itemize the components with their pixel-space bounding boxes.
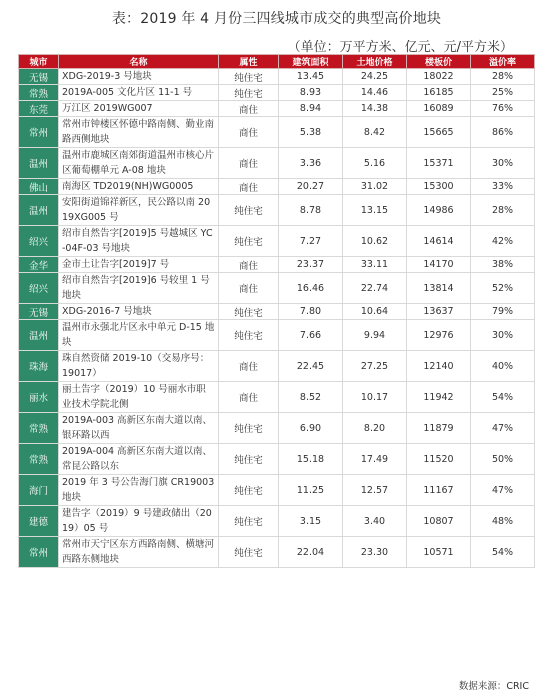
cell-floor-price: 11520 — [407, 444, 471, 475]
table-row — [19, 537, 535, 568]
cell-area: 13.45 — [279, 69, 343, 85]
cell-premium: 50% — [471, 444, 535, 475]
cell-city: 金华 — [19, 257, 59, 273]
cell-floor-price: 15371 — [407, 148, 471, 179]
cell-premium: 79% — [471, 304, 535, 320]
table-row — [19, 475, 535, 506]
table-row — [19, 148, 535, 179]
cell-type: 商住 — [219, 117, 279, 148]
cell-type: 纯住宅 — [219, 444, 279, 475]
cell-land-price: 10.62 — [343, 226, 407, 257]
cell-area: 8.52 — [279, 382, 343, 413]
table-row — [19, 506, 535, 537]
cell-land-price: 8.42 — [343, 117, 407, 148]
data-source: 数据来源：CRIC — [458, 681, 529, 692]
cell-name: 安阳街道锦祥新区，民公路以南 2019XG005 号 — [59, 195, 219, 226]
cell-area: 5.38 — [279, 117, 343, 148]
cell-land-price: 33.11 — [343, 257, 407, 273]
cell-city: 温州 — [19, 195, 59, 226]
cell-premium: 86% — [471, 117, 535, 148]
cell-city: 海门 — [19, 475, 59, 506]
cell-name: 2019A-003 高新区东南大道以南、银环路以西 — [59, 413, 219, 444]
cell-premium: 30% — [471, 320, 535, 351]
table-row — [19, 304, 535, 320]
header-area: 建筑面积 — [279, 55, 343, 69]
cell-city: 常州 — [19, 537, 59, 568]
cell-city: 佛山 — [19, 179, 59, 195]
cell-land-price: 23.30 — [343, 537, 407, 568]
table-row — [19, 382, 535, 413]
cell-floor-price: 15300 — [407, 179, 471, 195]
cell-area: 20.27 — [279, 179, 343, 195]
header-premium: 溢价率 — [471, 55, 535, 69]
table-row — [19, 257, 535, 273]
table-row — [19, 444, 535, 475]
cell-name: 绍市自然告字[2019]6 号较里 1 号地块 — [59, 273, 219, 304]
cell-area: 6.90 — [279, 413, 343, 444]
header-city: 城市 — [19, 55, 59, 69]
cell-area: 22.04 — [279, 537, 343, 568]
cell-land-price: 10.17 — [343, 382, 407, 413]
cell-area: 3.36 — [279, 148, 343, 179]
cell-city: 建德 — [19, 506, 59, 537]
cell-area: 23.37 — [279, 257, 343, 273]
cell-land-price: 31.02 — [343, 179, 407, 195]
cell-city: 常熟 — [19, 444, 59, 475]
cell-premium: 33% — [471, 179, 535, 195]
cell-area: 3.15 — [279, 506, 343, 537]
unit-note: （单位：万平方米、亿元、元/平方米） — [287, 40, 513, 55]
cell-city: 无锡 — [19, 304, 59, 320]
cell-premium: 30% — [471, 148, 535, 179]
cell-type: 商住 — [219, 351, 279, 382]
cell-name: 南海区 TD2019(NH)WG0005 — [59, 179, 219, 195]
cell-land-price: 12.57 — [343, 475, 407, 506]
cell-name: 2019A-004 高新区东南大道以南、常昆公路以东 — [59, 444, 219, 475]
header-price: 土地价格 — [343, 55, 407, 69]
cell-floor-price: 16089 — [407, 101, 471, 117]
cell-floor-price: 14170 — [407, 257, 471, 273]
cell-city: 绍兴 — [19, 226, 59, 257]
cell-floor-price: 12976 — [407, 320, 471, 351]
land-table — [18, 54, 535, 568]
cell-type: 纯住宅 — [219, 226, 279, 257]
cell-area: 8.94 — [279, 101, 343, 117]
cell-land-price: 22.74 — [343, 273, 407, 304]
cell-premium: 28% — [471, 69, 535, 85]
cell-city: 常熟 — [19, 85, 59, 101]
header-name: 名称 — [59, 55, 219, 69]
cell-name: XDG-2019-3 号地块 — [59, 69, 219, 85]
cell-type: 纯住宅 — [219, 506, 279, 537]
cell-type: 商住 — [219, 382, 279, 413]
cell-floor-price: 12140 — [407, 351, 471, 382]
cell-type: 商住 — [219, 179, 279, 195]
cell-type: 纯住宅 — [219, 537, 279, 568]
cell-area: 11.25 — [279, 475, 343, 506]
cell-land-price: 9.94 — [343, 320, 407, 351]
cell-premium: 54% — [471, 382, 535, 413]
cell-city: 无锡 — [19, 69, 59, 85]
cell-city: 常熟 — [19, 413, 59, 444]
cell-name: 常州市钟楼区怀德中路南侧、勤业南路西侧地块 — [59, 117, 219, 148]
cell-name: 珠自然资储 2019-10（交易序号：19017） — [59, 351, 219, 382]
cell-floor-price: 13814 — [407, 273, 471, 304]
table-row — [19, 179, 535, 195]
table-row — [19, 69, 535, 85]
cell-land-price: 27.25 — [343, 351, 407, 382]
table-row — [19, 101, 535, 117]
cell-area: 22.45 — [279, 351, 343, 382]
cell-premium: 42% — [471, 226, 535, 257]
cell-type: 商住 — [219, 148, 279, 179]
cell-name: 万江区 2019WG007 — [59, 101, 219, 117]
cell-city: 温州 — [19, 148, 59, 179]
cell-premium: 52% — [471, 273, 535, 304]
table-row — [19, 195, 535, 226]
table-row — [19, 226, 535, 257]
cell-type: 纯住宅 — [219, 320, 279, 351]
cell-land-price: 13.15 — [343, 195, 407, 226]
cell-premium: 76% — [471, 101, 535, 117]
cell-name: 温州市鹿城区南郊街道温州市核心片区葡萄棚单元 A-08 地块 — [59, 148, 219, 179]
cell-name: 温州市永强北片区永中单元 D-15 地块 — [59, 320, 219, 351]
table-row — [19, 273, 535, 304]
cell-land-price: 24.25 — [343, 69, 407, 85]
header-type: 属性 — [219, 55, 279, 69]
cell-floor-price: 10571 — [407, 537, 471, 568]
table-row — [19, 85, 535, 101]
cell-premium: 38% — [471, 257, 535, 273]
cell-name: 金市土让告字[2019]7 号 — [59, 257, 219, 273]
table-row — [19, 351, 535, 382]
cell-premium: 47% — [471, 413, 535, 444]
cell-floor-price: 11942 — [407, 382, 471, 413]
cell-land-price: 8.20 — [343, 413, 407, 444]
cell-floor-price: 18022 — [407, 69, 471, 85]
cell-city: 东莞 — [19, 101, 59, 117]
cell-area: 7.80 — [279, 304, 343, 320]
cell-land-price: 3.40 — [343, 506, 407, 537]
header-floor-price: 楼板价 — [407, 55, 471, 69]
cell-floor-price: 15665 — [407, 117, 471, 148]
cell-city: 温州 — [19, 320, 59, 351]
table-row — [19, 413, 535, 444]
cell-floor-price: 11879 — [407, 413, 471, 444]
cell-land-price: 10.64 — [343, 304, 407, 320]
cell-premium: 28% — [471, 195, 535, 226]
cell-floor-price: 11167 — [407, 475, 471, 506]
cell-area: 7.66 — [279, 320, 343, 351]
cell-type: 商住 — [219, 101, 279, 117]
table-header-row — [19, 55, 535, 69]
cell-name: 绍市自然告字[2019]5 号越城区 YC-04F-03 号地块 — [59, 226, 219, 257]
cell-type: 纯住宅 — [219, 475, 279, 506]
cell-type: 商住 — [219, 257, 279, 273]
cell-floor-price: 14986 — [407, 195, 471, 226]
cell-area: 7.27 — [279, 226, 343, 257]
cell-type: 纯住宅 — [219, 69, 279, 85]
cell-city: 丽水 — [19, 382, 59, 413]
cell-type: 纯住宅 — [219, 413, 279, 444]
cell-premium: 25% — [471, 85, 535, 101]
table-row — [19, 320, 535, 351]
cell-type: 纯住宅 — [219, 304, 279, 320]
cell-land-price: 14.46 — [343, 85, 407, 101]
table-title: 表：2019 年 4 月份三四线城市成交的典型高价地块 — [111, 11, 442, 27]
cell-type: 纯住宅 — [219, 85, 279, 101]
cell-city: 珠海 — [19, 351, 59, 382]
cell-area: 16.46 — [279, 273, 343, 304]
cell-land-price: 14.38 — [343, 101, 407, 117]
cell-area: 8.78 — [279, 195, 343, 226]
cell-name: 丽土告字（2019）10 号丽水市职业技术学院北侧 — [59, 382, 219, 413]
cell-area: 8.93 — [279, 85, 343, 101]
cell-name: 建告字（2019）9 号建政储出（2019）05 号 — [59, 506, 219, 537]
cell-area: 15.18 — [279, 444, 343, 475]
cell-name: 2019 年 3 号公告海门旗 CR19003 地块 — [59, 475, 219, 506]
cell-premium: 48% — [471, 506, 535, 537]
cell-city: 常州 — [19, 117, 59, 148]
cell-floor-price: 13637 — [407, 304, 471, 320]
cell-name: 常州市天宁区东方西路南侧、横塘河西路东侧地块 — [59, 537, 219, 568]
cell-floor-price: 14614 — [407, 226, 471, 257]
cell-premium: 47% — [471, 475, 535, 506]
cell-type: 纯住宅 — [219, 195, 279, 226]
cell-city: 绍兴 — [19, 273, 59, 304]
cell-premium: 54% — [471, 537, 535, 568]
table-row — [19, 117, 535, 148]
cell-name: XDG-2016-7 号地块 — [59, 304, 219, 320]
cell-name: 2019A-005 文化片区 11-1 号 — [59, 85, 219, 101]
cell-type: 商住 — [219, 273, 279, 304]
cell-floor-price: 10807 — [407, 506, 471, 537]
cell-floor-price: 16185 — [407, 85, 471, 101]
cell-premium: 40% — [471, 351, 535, 382]
cell-land-price: 5.16 — [343, 148, 407, 179]
cell-land-price: 17.49 — [343, 444, 407, 475]
